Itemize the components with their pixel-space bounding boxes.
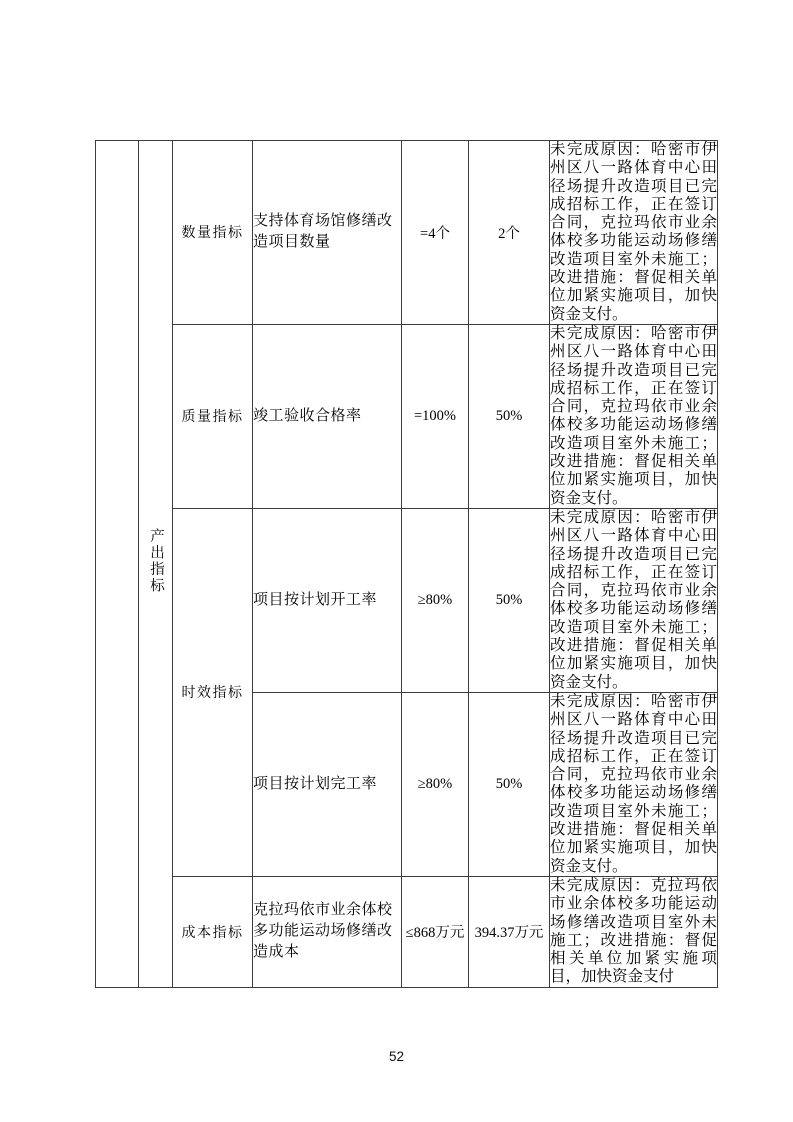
- actual-value-cell: 50%: [469, 508, 550, 692]
- actual-value-cell: 50%: [469, 324, 550, 508]
- table-row: [96, 876, 718, 987]
- actual-value-cell: 394.37万元: [469, 876, 550, 987]
- target-value-cell: ≥80%: [402, 508, 469, 692]
- page-number: 52: [388, 1049, 405, 1064]
- explanation-cell: 未完成原因：哈密市伊州区八一路体育中心田径场提升改造项目已完成招标工作，正在签订合同，克拉玛依市业余体校多功能运动场修缮改造项目室外未施工；改进措施：督促相关单位加紧实施项目，加快资金支付。: [550, 692, 717, 875]
- table-row: [96, 324, 718, 508]
- target-value-cell: =100%: [402, 324, 469, 508]
- explanation-cell: 未完成原因：哈密市伊州区八一路体育中心田径场提升改造项目已完成招标工作，正在签订合同，克拉玛依市业余体校多功能运动场修缮改造项目室外未施工；改进措施：督促相关单位加紧实施项目，加快资金支付。: [550, 324, 717, 507]
- table-row: [96, 141, 718, 325]
- indicator-name-cell: 项目按计划完工率: [253, 692, 402, 876]
- indicator-type-cell: 成本指标: [173, 876, 253, 987]
- performance-indicator-table: [95, 140, 718, 988]
- indicator-category-cell: [139, 141, 173, 988]
- explanation-cell: 未完成原因：哈密市伊州区八一路体育中心田径场提升改造项目已完成招标工作，正在签订合同，克拉玛依市业余体校多功能运动场修缮改造项目室外未施工；改进措施：督促相关单位加紧实施项目，加快资金支付。: [550, 141, 717, 323]
- indicator-type-cell: 数量指标: [173, 141, 253, 325]
- indicator-type-cell: 时效指标: [173, 508, 253, 876]
- indicator-name-cell: 竣工验收合格率: [253, 324, 402, 508]
- table-row: [96, 508, 718, 692]
- target-value-cell: ≤868万元: [402, 876, 469, 987]
- actual-value-cell: 2个: [469, 141, 550, 325]
- explanation-cell: 未完成原因：克拉玛依市业余体校多功能运动场修缮改造项目室外未施工；改进措施：督促相关单位加紧实施项目，加快资金支付: [550, 876, 717, 986]
- target-value-cell: =4个: [402, 141, 469, 325]
- indicator-name-cell: 支持体育场馆修缮改造项目数量: [253, 141, 402, 325]
- actual-value-cell: 50%: [469, 692, 550, 876]
- indicator-name-cell: 克拉玛依市业余体校多功能运动场修缮改造成本: [253, 876, 402, 987]
- indicator-name-cell: 项目按计划开工率: [253, 508, 402, 692]
- left-spacer-cell: [96, 141, 139, 988]
- indicator-type-cell: 质量指标: [173, 324, 253, 508]
- category-label: 产出指标: [148, 528, 164, 595]
- explanation-cell: 未完成原因：哈密市伊州区八一路体育中心田径场提升改造项目已完成招标工作，正在签订合同，克拉玛依市业余体校多功能运动场修缮改造项目室外未施工；改进措施：督促相关单位加紧实施项目，加快资金支付。: [550, 508, 717, 691]
- target-value-cell: ≥80%: [402, 692, 469, 876]
